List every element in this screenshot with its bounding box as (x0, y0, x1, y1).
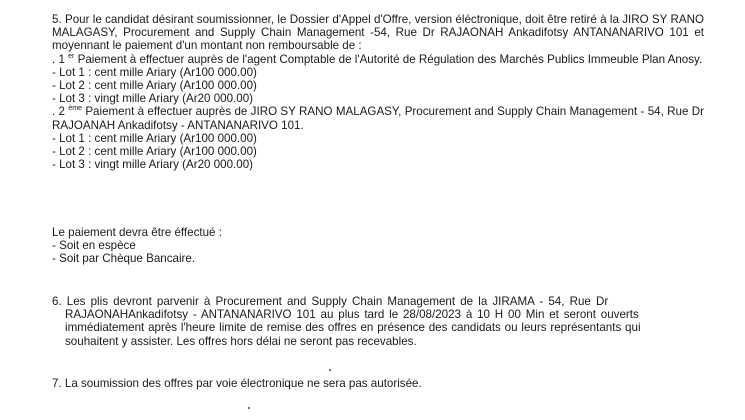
payment-1-text: Paiement à effectuer auprès de l'agent Comptable de l'Autorité de Régulation des Marchés Publics Immeuble Plan Anosy. (74, 52, 703, 66)
payment-modes-title: Le paiement devra être éffectué : (52, 226, 222, 239)
payment-mode-cheque: - Soit par Chèque Bancaire. (52, 252, 196, 266)
payment-2-ordinal: ème (68, 105, 82, 113)
payment-1-ordinal: er (68, 52, 75, 60)
payment-2-lot-2: - Lot 2 : cent mille Ariary (Ar100 000.00) (52, 145, 257, 159)
payment-modes (52, 226, 704, 266)
payment-2 (52, 105, 704, 131)
section-6-line-4: souhaitent y assister. Les offres hors délai ne seront pas recevables. (65, 334, 417, 348)
section-5-intro: 5. Pour le candidat désirant soumissionner, le Dossier d'Appel d'Offre, version éléctronique, doit être retiré à la JIRO SY RANO MALAGASY, Procurement and Supply Chain Management -54, Rue Dr RAJAONAH Ankadifotsy ANTANANARIVO 101 et moyennant le paiement d'un montant non remboursable de : (52, 13, 704, 53)
payment-1-lot-3: - Lot 3 : vingt mille Ariary (Ar20 000.00) (52, 92, 254, 106)
payment-2-number: . 2 (52, 105, 66, 119)
section-7-text: 7. La soumission des offres par voie électronique ne sera pas autorisée. (52, 377, 422, 390)
payment-2-lot-3: - Lot 3 : vingt mille Ariary (Ar20 000.00) (52, 158, 254, 172)
scan-speck (329, 369, 331, 371)
payment-1 (52, 53, 704, 66)
section-7 (52, 377, 704, 390)
section-6-line-1: 6. Les plis devront parvenir à Procurement and Supply Chain Management de la JIRAMA - 54, Rue Dr (52, 295, 609, 308)
payment-mode-cash: - Soit en espèce (52, 239, 136, 253)
payment-1-lot-1: - Lot 1 : cent mille Ariary (Ar100 000.00) (52, 65, 257, 79)
section-6 (52, 295, 704, 348)
scan-speck (248, 407, 250, 409)
section-5 (52, 13, 704, 171)
payment-2-lot-1: - Lot 1 : cent mille Ariary (Ar100 000.00) (52, 131, 257, 145)
payment-1-lot-2: - Lot 2 : cent mille Ariary (Ar100 000.00) (52, 79, 257, 93)
payment-2-text: Paiement à effectuer auprès de JIRO SY RANO MALAGASY, Procurement and Supply Chain Management - 54, Rue Dr RAJOANAH Ankadifotsy - ANTANANARIVO 101. (52, 105, 705, 132)
section-6-line-3: immédiatement après l'heure limite de remise des offres en présence des candidats ou leurs représentants qui (65, 321, 641, 335)
payment-1-number: . 1 (52, 52, 65, 66)
section-6-line-2: RAJAONAHAnkadifotsy - ANTANANARIVO 101 au plus tard le 28/08/2023 à 10 H 00 Min et seront ouverts (65, 308, 639, 322)
